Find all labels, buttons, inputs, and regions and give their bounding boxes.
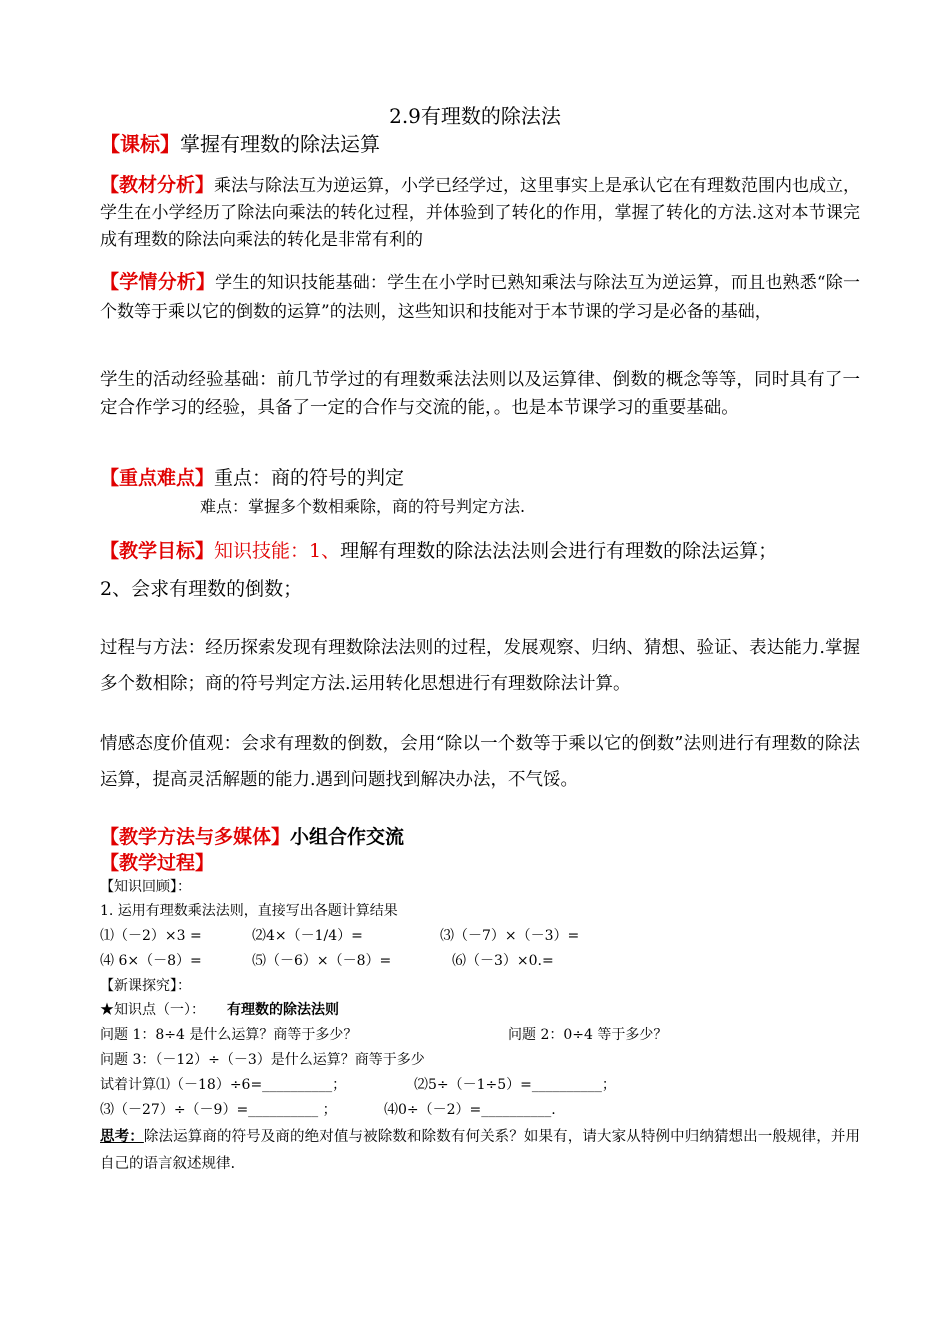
huigu-question: 1. 运用有理数乘法法则，直接写出各题计算结果 bbox=[100, 903, 398, 919]
sikao-paragraph bbox=[100, 1123, 860, 1178]
zhongdian-tag: 【重点难点】 bbox=[100, 467, 215, 489]
zhongdian-line bbox=[100, 463, 404, 490]
jiaocai-paragraph bbox=[100, 172, 860, 254]
huigu-tag: 【知识回顾】： bbox=[100, 879, 191, 895]
huigu-item-5: ⑸（－6）×（－8）= bbox=[252, 953, 392, 969]
page-title: 2.9有理数的除法法 bbox=[389, 104, 561, 128]
mubiao-line bbox=[100, 536, 777, 563]
kebiao-text: 掌握有理数的除法运算 bbox=[180, 132, 380, 156]
wenti-2: 问题 2：0÷4 等于多少？ bbox=[508, 1027, 668, 1043]
sikao-text: 除法运算商的符号及商的绝对值与被除数和除数有何关系？如果有，请大家从特例中归纳猜想出一般规律，并用自己的语言叙述规律. bbox=[100, 1129, 861, 1172]
process-heading: 【教学过程】 bbox=[100, 852, 215, 874]
huigu-item-2: ⑵4×（－1/4）= bbox=[252, 928, 363, 944]
huigu-item-3: ⑶（－7）×（－3）= bbox=[440, 928, 580, 944]
qinggan-paragraph: 情感态度价值观：会求有理数的倒数，会用“除以一个数等于乘以它的倒数”法则进行有理数的除法运算，提高灵活解题的能力.遇到问题找到解决办法，不气馁。 bbox=[100, 734, 860, 790]
shizhe-2: ⑵5÷（－1÷5）=__________； bbox=[414, 1077, 616, 1093]
wenti-3: 问题 3：（－12）÷（－3）是什么运算？商等于多少 bbox=[100, 1052, 425, 1068]
wenti-1: 问题 1：8÷4 是什么运算？商等于多少？ bbox=[100, 1027, 358, 1043]
huigu-item-1: ⑴（－2）×3 = bbox=[100, 928, 202, 944]
mubiao-text: 理解有理数的除法法法则会进行有理数的除法运算； bbox=[340, 540, 778, 562]
guocheng-paragraph: 过程与方法：经历探索发现有理数除法法则的过程，发展观察、归纳、猜想、验证、表达能力.掌握多个数相除；商的符号判定方法.运用转化思想进行有理数除法计算。 bbox=[100, 638, 860, 694]
knowledge-point-label: ★知识点（一）： bbox=[100, 1002, 205, 1018]
zhongdian-text: 重点：商的符号的判定 bbox=[214, 467, 405, 489]
jiaocai-text: 乘法与除法互为逆运算，小学已经学过，这里事实上是承认它在有理数范围内也成立，学生在小学经历了除法向乘法的转化过程，并体验到了转化的作用，掌握了转化的方法.这对本节课完成有理数的除法向乘法的转化是非常有利的 bbox=[100, 176, 861, 250]
huodong-paragraph: 学生的活动经验基础：前几节学过的有理数乘法法则以及运算律、倒数的概念等等，同时具有了一定合作学习的经验，具备了一定的合作与交流的能，。也是本节课学习的重要基础。 bbox=[100, 370, 860, 418]
nandian-line: 难点：掌握多个数相乘除，商的符号判定方法. bbox=[200, 497, 526, 516]
knowledge-point-title: 有理数的除法法则 bbox=[227, 1002, 339, 1018]
huigu-item-4: ⑷ 6×（－8）= bbox=[100, 953, 202, 969]
shizhe-1: 试着计算⑴（－18）÷6=__________； bbox=[100, 1077, 347, 1093]
sikao-tag: 思考： bbox=[100, 1128, 144, 1145]
knowledge-point-line bbox=[100, 999, 339, 1019]
mubiao-line-2: 2、会求有理数的倒数； bbox=[100, 578, 303, 600]
xinke-tag: 【新课探究】： bbox=[100, 978, 191, 994]
fangfa-line bbox=[100, 822, 404, 849]
mubiao-label: 知识技能：1、 bbox=[214, 540, 341, 562]
xueqing-paragraph bbox=[100, 268, 860, 327]
fangfa-text: 小组合作交流 bbox=[290, 826, 405, 848]
mubiao-tag: 【教学目标】 bbox=[100, 540, 215, 562]
xueqing-text: 学生的知识技能基础：学生在小学时已熟知乘法与除法互为逆运算，而且也熟悉“除一个数等于乘以它的倒数的运算”的法则，这些知识和技能对于本节课的学习是必备的基础， bbox=[100, 273, 860, 322]
kebiao-line bbox=[100, 128, 380, 157]
kebiao-tag: 【课标】 bbox=[100, 132, 180, 156]
huigu-item-6: ⑹（－3）×0.= bbox=[452, 953, 554, 969]
jiaocai-tag: 【教材分析】 bbox=[100, 174, 215, 196]
fangfa-tag: 【教学方法与多媒体】 bbox=[100, 826, 291, 848]
xueqing-tag: 【学情分析】 bbox=[100, 271, 216, 293]
shizhe-4: ⑷0÷（－2）=__________. bbox=[384, 1102, 556, 1118]
shizhe-3: ⑶（－27）÷（－9）=__________ ； bbox=[100, 1102, 337, 1118]
